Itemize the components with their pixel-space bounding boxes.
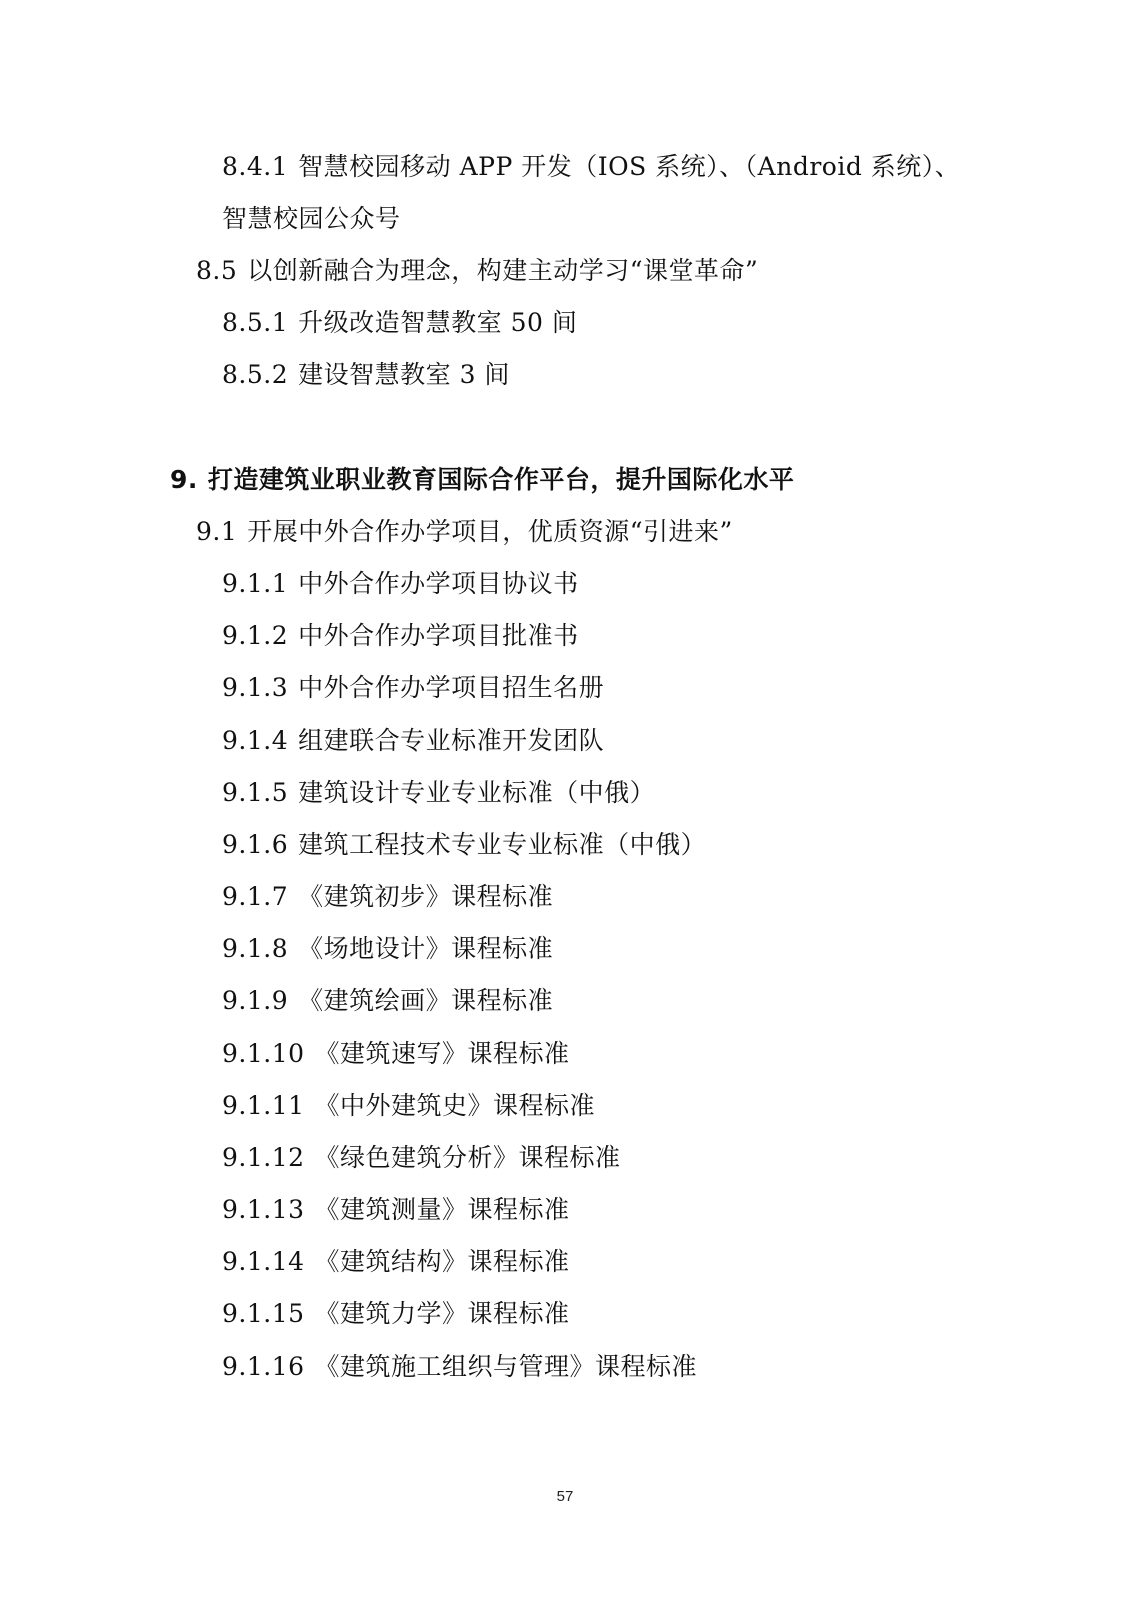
item-8-5-1 — [222, 308, 577, 338]
item-number: 8.5.2 — [222, 360, 289, 389]
item-9-1-15 — [222, 1299, 570, 1329]
item-9-1-11 — [222, 1091, 595, 1121]
page-number: 57 — [556, 1488, 574, 1505]
item-8-5 — [196, 256, 758, 286]
item-9-1-4 — [222, 726, 604, 756]
item-number: 8.5 — [196, 256, 238, 285]
item-9-1-7 — [222, 882, 553, 912]
item-text: 中外合作办学项目协议书 — [298, 569, 579, 598]
item-9-1-3 — [222, 673, 604, 703]
item-number: 9.1.14 — [222, 1247, 305, 1276]
item-text: 升级改造智慧教室 50 间 — [298, 308, 578, 337]
section-title: 打造建筑业职业教育国际合作平台，提升国际化水平 — [207, 465, 795, 494]
item-text: 《建筑绘画》课程标准 — [298, 986, 554, 1015]
item-number: 9.1.10 — [222, 1039, 305, 1068]
item-number: 9.1.1 — [222, 569, 289, 598]
item-text: 《建筑测量》课程标准 — [314, 1195, 570, 1224]
item-8-5-2 — [222, 360, 510, 390]
item-text: 智慧校园移动 APP 开发（IOS 系统）、（Android 系统）、 — [298, 152, 961, 181]
item-number: 9.1.15 — [222, 1299, 305, 1328]
item-number: 9.1.6 — [222, 830, 289, 859]
item-8-4-1-continued — [222, 204, 401, 234]
item-9-1-12 — [222, 1143, 621, 1173]
item-text: 智慧校园公众号 — [222, 204, 401, 233]
item-number: 8.4.1 — [222, 152, 289, 181]
item-9-1-2 — [222, 621, 579, 651]
item-9-1-5 — [222, 778, 655, 808]
item-number: 9.1.9 — [222, 986, 289, 1015]
item-8-4-1 — [222, 152, 960, 182]
item-9-1-1 — [222, 569, 579, 599]
item-9-1-10 — [222, 1039, 570, 1069]
item-number: 9.1.16 — [222, 1352, 305, 1381]
item-text: 《建筑初步》课程标准 — [298, 882, 554, 911]
item-number: 9.1.12 — [222, 1143, 305, 1172]
item-number: 9.1.4 — [222, 726, 289, 755]
item-number: 9.1.11 — [222, 1091, 305, 1120]
item-text: 开展中外合作办学项目，优质资源“引进来” — [247, 517, 733, 546]
item-9-1-8 — [222, 934, 553, 964]
item-text: 建筑设计专业专业标准（中俄） — [298, 778, 656, 807]
item-text: 建设智慧教室 3 间 — [298, 360, 510, 389]
item-text: 《建筑施工组织与管理》课程标准 — [314, 1352, 698, 1381]
item-text: 中外合作办学项目批准书 — [298, 621, 579, 650]
item-text: 《绿色建筑分析》课程标准 — [314, 1143, 621, 1172]
item-text: 建筑工程技术专业专业标准（中俄） — [298, 830, 707, 859]
item-number: 9.1.5 — [222, 778, 289, 807]
item-text: 《建筑结构》课程标准 — [314, 1247, 570, 1276]
item-9-1-14 — [222, 1247, 570, 1277]
item-number: 9.1.13 — [222, 1195, 305, 1224]
item-9-1-16 — [222, 1352, 697, 1382]
item-number: 9.1 — [196, 517, 238, 546]
section-heading-9 — [170, 465, 794, 495]
item-number: 9.1.7 — [222, 882, 289, 911]
item-number: 8.5.1 — [222, 308, 289, 337]
item-text: 《场地设计》课程标准 — [298, 934, 554, 963]
item-text: 《中外建筑史》课程标准 — [314, 1091, 596, 1120]
item-number: 9.1.2 — [222, 621, 289, 650]
item-9-1-13 — [222, 1195, 570, 1225]
section-number: 9. — [170, 465, 198, 494]
item-text: 《建筑速写》课程标准 — [314, 1039, 570, 1068]
item-9-1-6 — [222, 830, 706, 860]
item-text: 组建联合专业标准开发团队 — [298, 726, 605, 755]
item-9-1 — [196, 517, 733, 547]
item-9-1-9 — [222, 986, 553, 1016]
item-text: 以创新融合为理念，构建主动学习“课堂革命” — [247, 256, 759, 285]
item-number: 9.1.8 — [222, 934, 289, 963]
item-text: 《建筑力学》课程标准 — [314, 1299, 570, 1328]
item-number: 9.1.3 — [222, 673, 289, 702]
item-text: 中外合作办学项目招生名册 — [298, 673, 605, 702]
